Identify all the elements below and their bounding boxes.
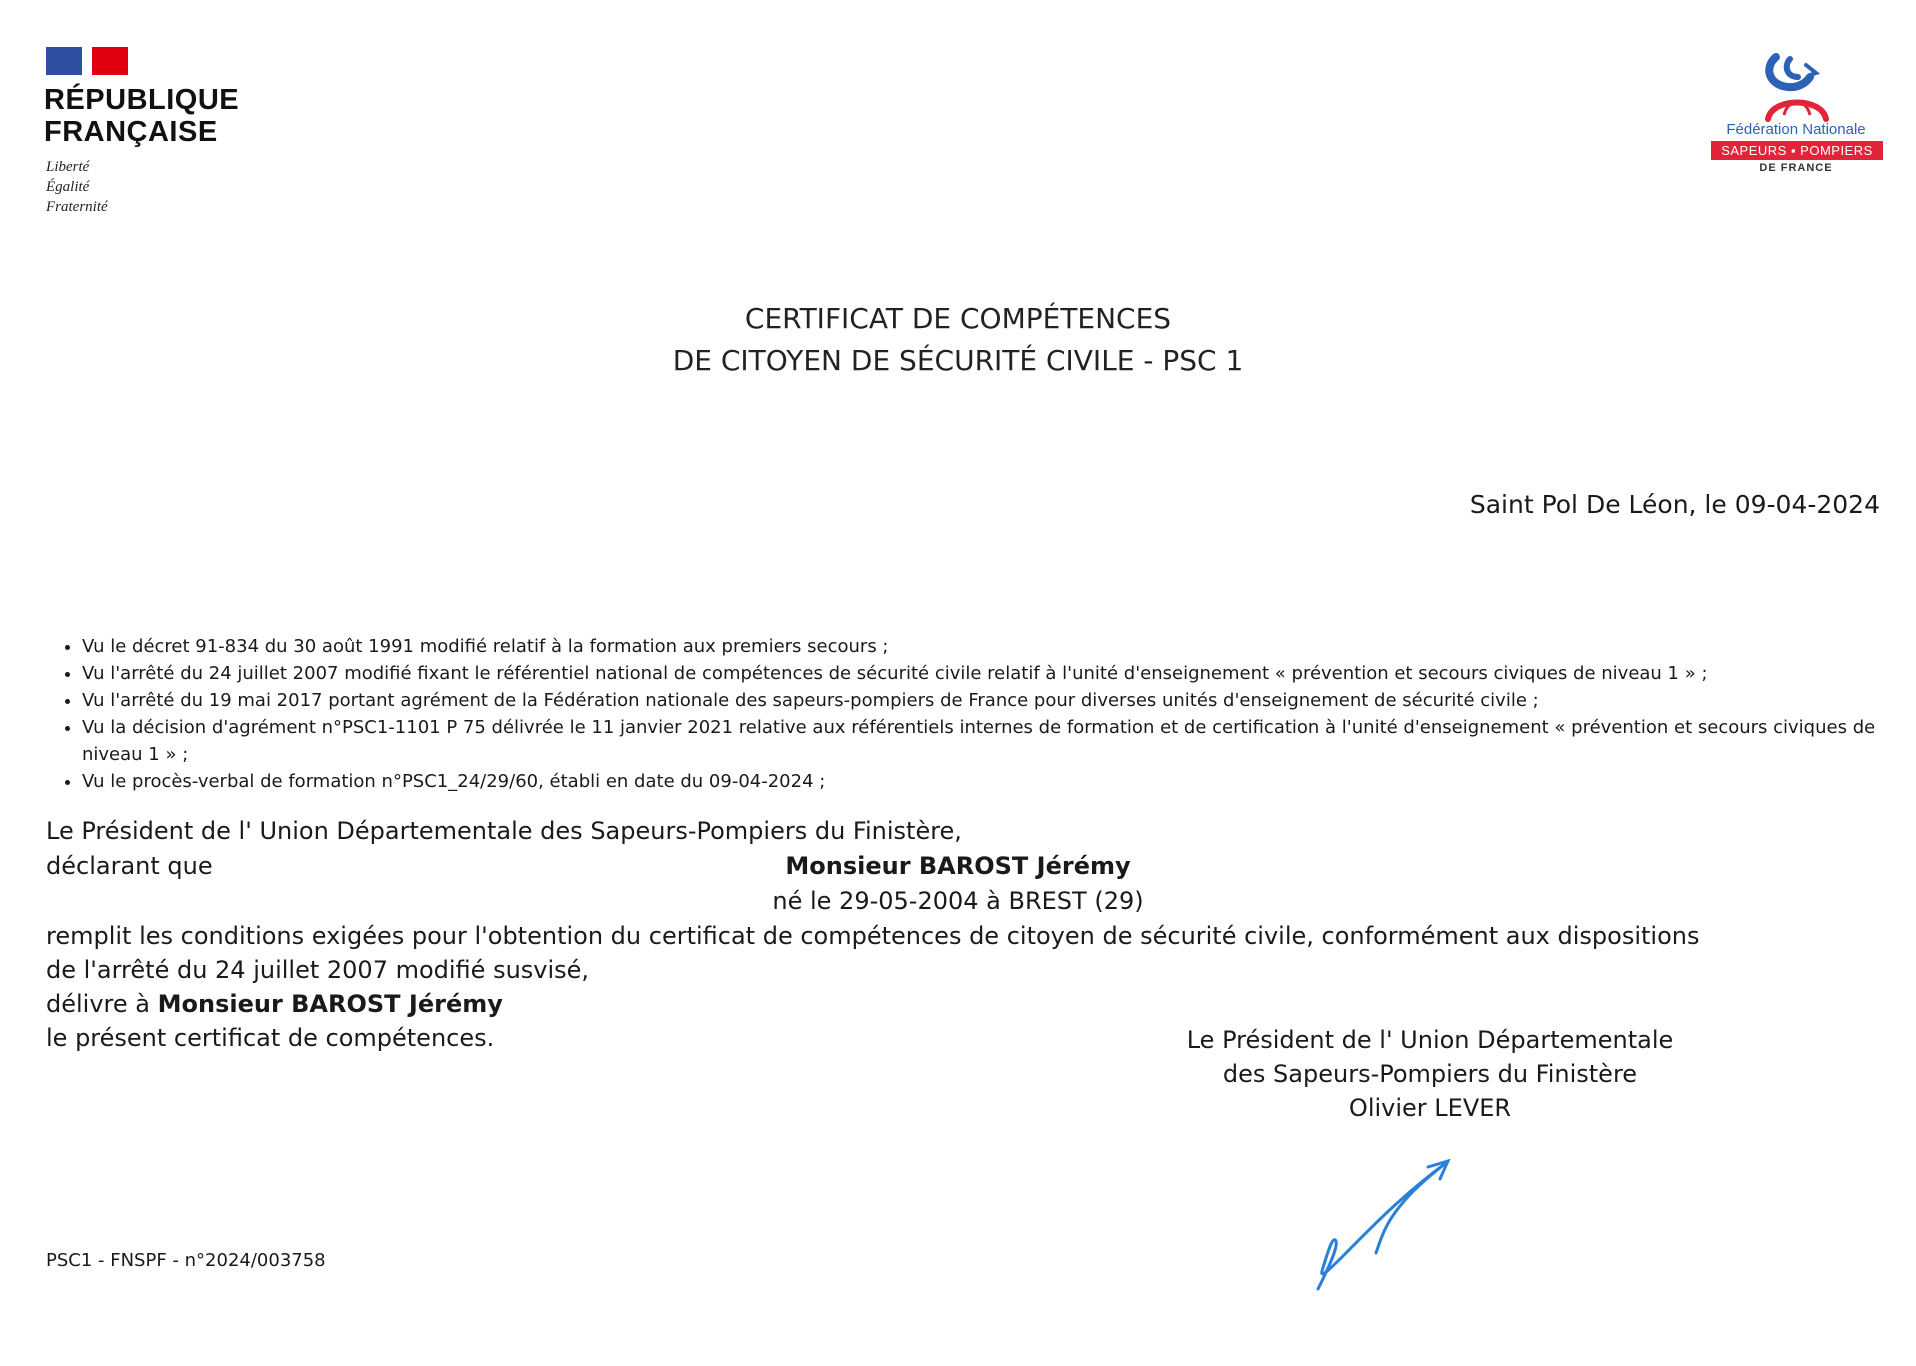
motto-fraternite: Fraternité [46,199,108,215]
title-line-2: DE CITOYEN DE SÉCURITÉ CIVILE - PSC 1 [672,344,1244,377]
title-line-1: CERTIFICAT DE COMPÉTENCES [744,302,1172,335]
visas-list [46,633,1882,795]
motto-egalite: Égalité [46,179,90,195]
motto-liberte: Liberté [46,159,90,175]
delivers-line [46,987,503,1021]
marianne-flag-blue [46,47,82,75]
conditions-line-2: de l'arrêté du 24 juillet 2007 modifié susvisé, [46,956,590,984]
certificate-reference: PSC1 - FNSPF - n°2024/003758 [46,1250,326,1271]
handwritten-signature [1300,1155,1470,1295]
holder-name: Monsieur BAROST Jérémy [785,852,1131,880]
visa-item: • Vu l'arrêté du 19 mai 2017 portant agrément de la Fédération nationale des sapeurs-pompiers de France pour diverses unités d'enseignement de sécurité civile ; [82,687,1882,714]
fnspf-band: SAPEURS ▪ POMPIERS [1711,141,1883,160]
place-date: Saint Pol De Léon, le 09-04-2024 [1469,490,1880,519]
delivers-prefix: délivre à [46,990,158,1018]
signatory-block [1150,1023,1710,1125]
republique-francaise-logo [44,84,239,148]
fnspf-name: Fédération Nationale [1726,121,1866,138]
certificate-title [0,298,1916,382]
president-line: Le Président de l' Union Départementale des Sapeurs-Pompiers du Finistère, [46,817,962,845]
national-motto [46,157,108,217]
signatory-line-1: Le Président de l' Union Départementale [1186,1026,1674,1054]
declaring-line: déclarant que [46,852,213,880]
visa-item: • Vu le décret 91-834 du 30 août 1991 modifié relatif à la formation aux premiers secours ; [82,633,1882,660]
visa-item: • Vu la décision d'agrément n°PSC1-1101 P 75 délivrée le 11 janvier 2021 relative aux référentiels internes de formation et de certification à l'unité d'enseignement « prévention et secours civiques de niveau 1 » ; [82,714,1882,768]
birth-line: né le 29-05-2004 à BREST (29) [772,887,1144,915]
signatory-name: Olivier LEVER [1348,1094,1512,1122]
republique-line: RÉPUBLIQUE [44,84,240,116]
marianne-flag-red [92,47,128,75]
delivers-name: Monsieur BAROST Jérémy [157,990,503,1018]
conditions-line-1: remplit les conditions exigées pour l'obtention du certificat de compétences de citoyen de sécurité civile, conformément aux dispositions [46,922,1700,950]
signatory-line-2: des Sapeurs-Pompiers du Finistère [1222,1060,1638,1088]
fnspf-country: DE FRANCE [1759,162,1833,174]
visa-item: • Vu le procès-verbal de formation n°PSC1_24/29/60, établi en date du 09-04-2024 ; [82,768,1882,795]
closing-line: le présent certificat de compétences. [46,1024,495,1052]
visa-item: • Vu l'arrêté du 24 juillet 2007 modifié fixant le référentiel national de compétences de sécurité civile relatif à l'unité d'enseignement « prévention et secours civiques de niveau 1 » ; [82,660,1882,687]
francaise-line: FRANÇAISE [44,116,218,148]
